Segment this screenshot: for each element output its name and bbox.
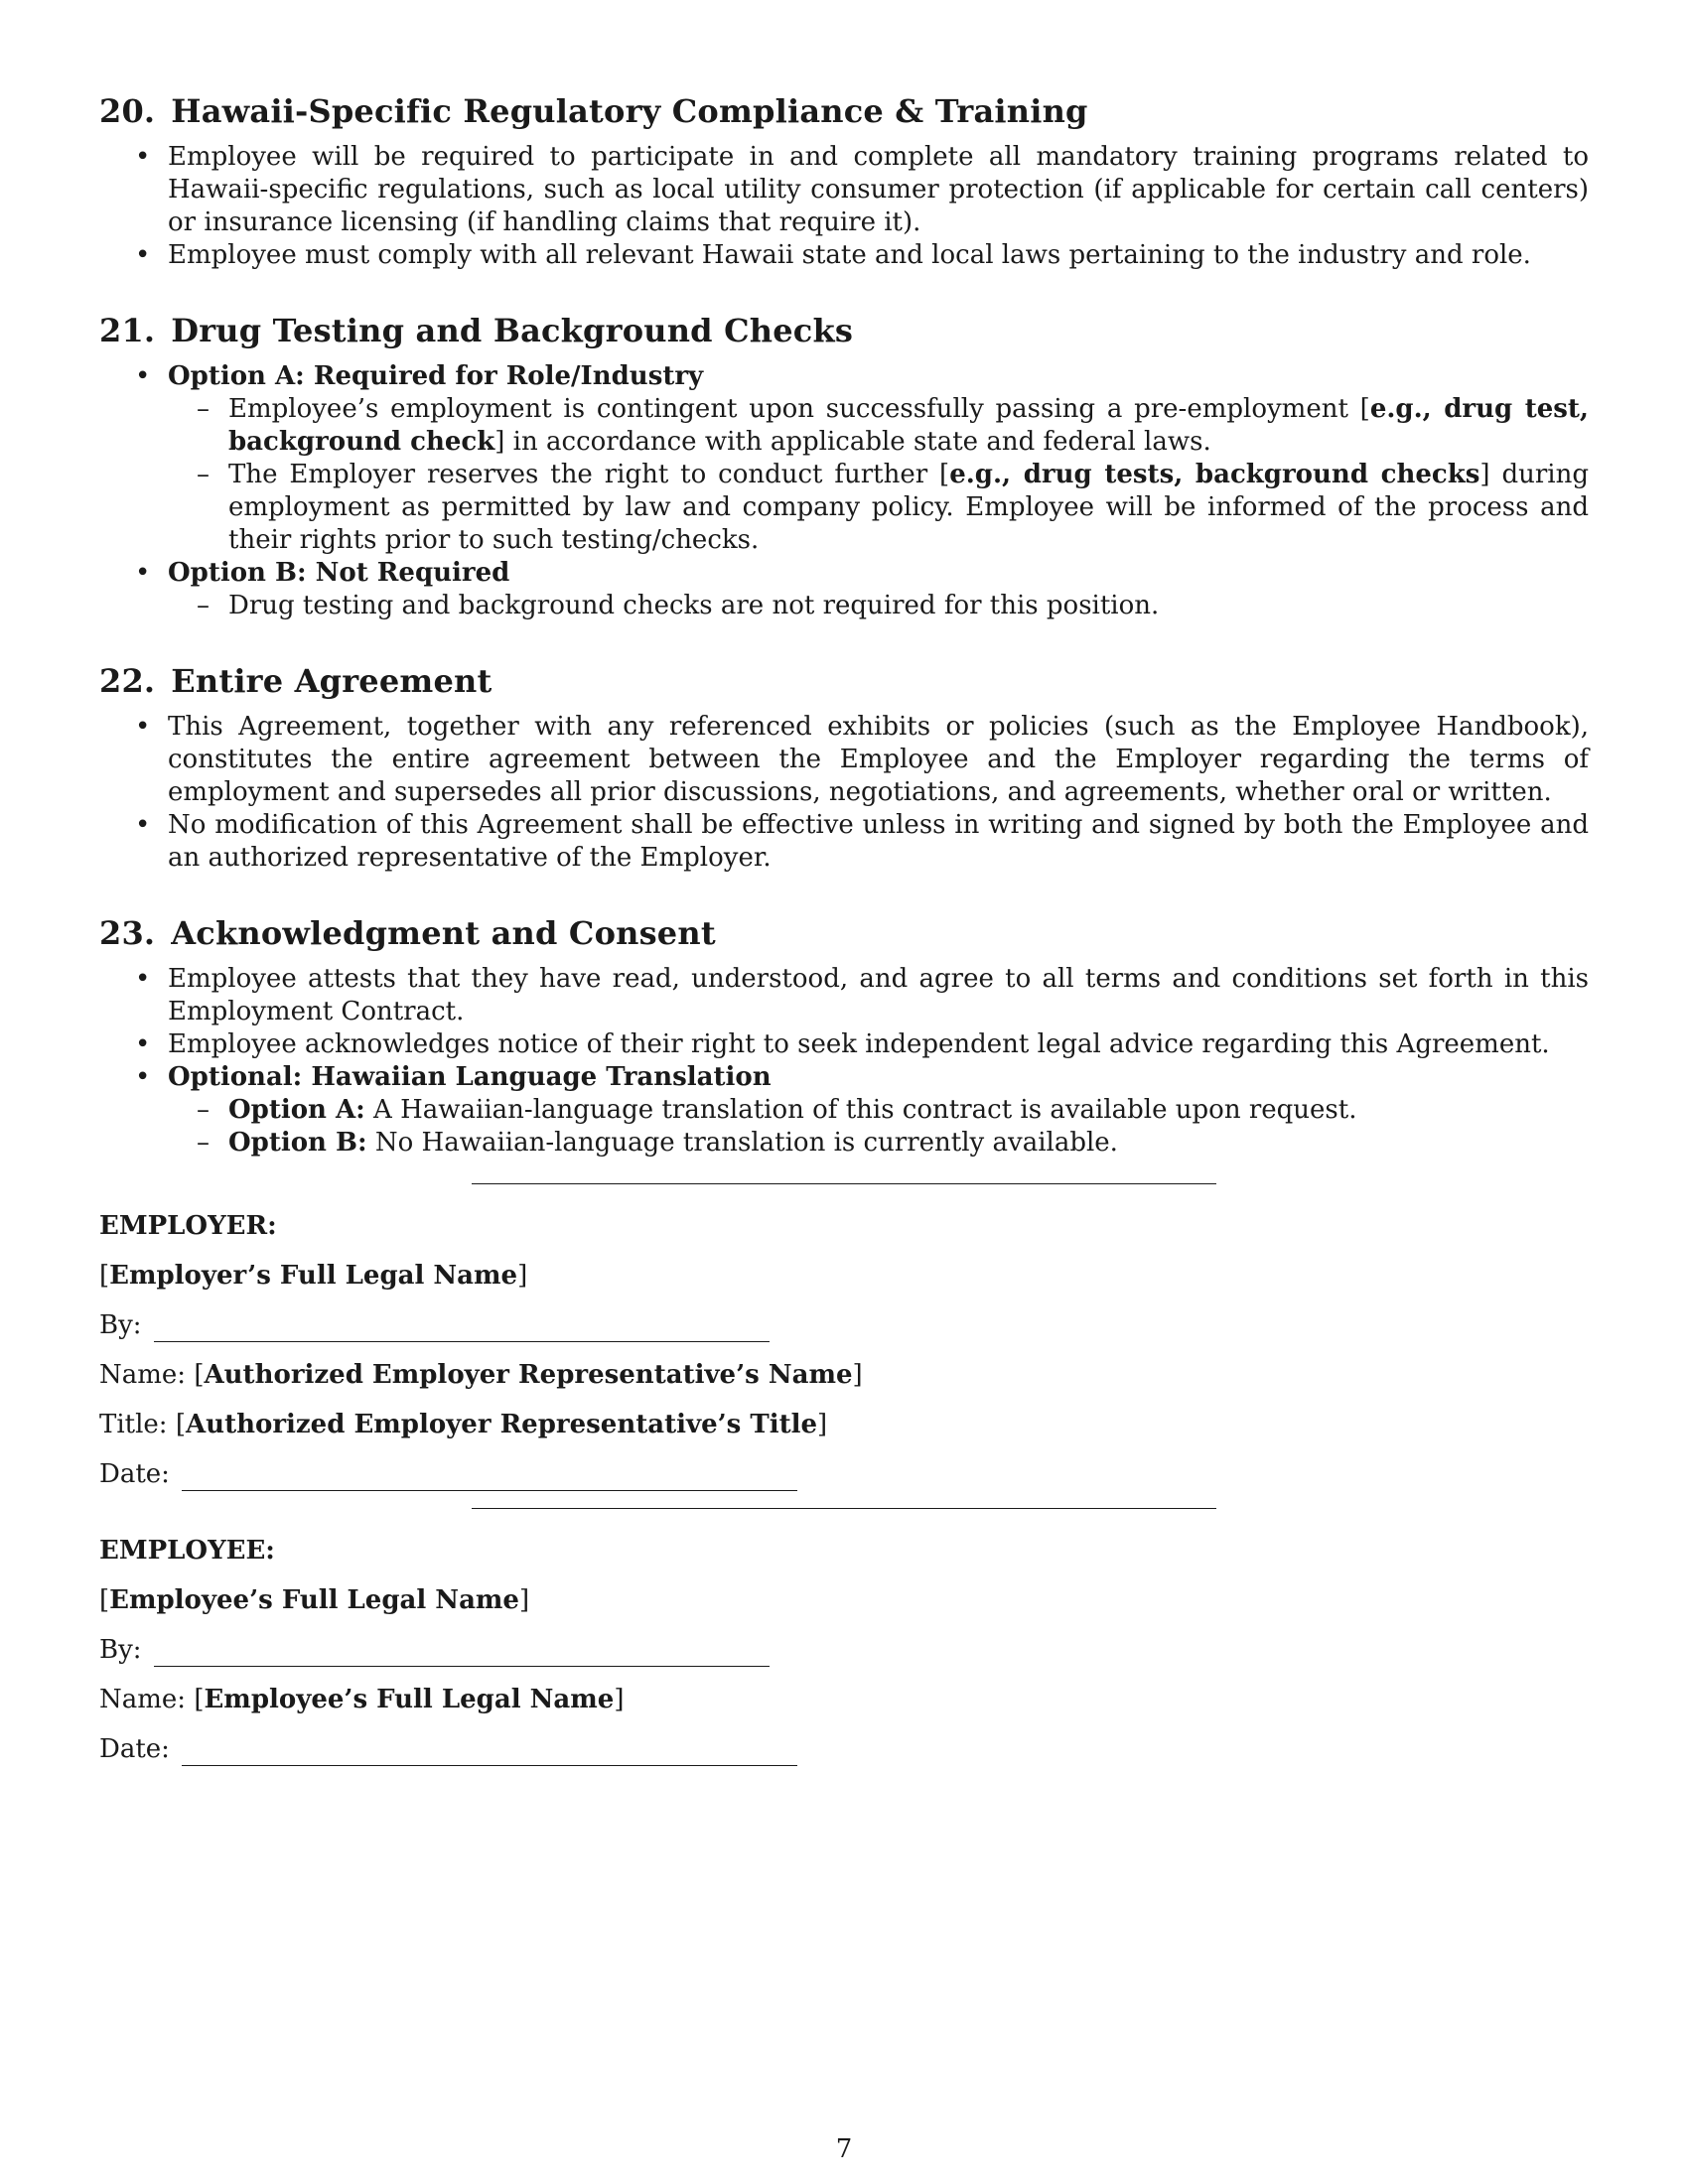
list-item: • No modification of this Agreement shall be effective unless in writing and signed by both the Employee and an authorized representative of the Employer. [99, 809, 1589, 875]
list-item: • This Agreement, together with any referenced exhibits or policies (such as the Employee Handbook), constitutes the entire agreement between the Employee and the Employer regarding the terms of employment and supersedes all prior discussions, negotiations, and agreements, whether oral or written. [99, 711, 1589, 809]
sub-list-item: – Drug testing and background checks are not required for this position. [168, 590, 1589, 622]
bullet-list [99, 141, 1589, 272]
employee-party-name: Employee’s Full Legal Name [109, 1585, 519, 1615]
list-item: • Employee will be required to participate in and complete all mandatory training programs related to Hawaii-specific regulations, such as local utility consumer protection (if applicable for certain call centers) or insurance licensing (if handling claims that require it). [99, 141, 1589, 239]
sub-list-item: – Option A: A Hawaiian-language translation of this contract is available upon request. [168, 1094, 1589, 1127]
bullet-list [99, 360, 1589, 622]
divider-line [472, 1183, 1216, 1184]
list-item: • Employee attests that they have read, understood, and agree to all terms and conditions set forth in this Employment Contract. [99, 963, 1589, 1028]
list-item [99, 1061, 1589, 1160]
employer-signature-line[interactable] [154, 1317, 770, 1342]
section-heading: 23. Acknowledgment and Consent [99, 914, 716, 952]
sub-list-item: – The Employer reserves the right to conduct further [e.g., drug tests, background checks] during employment as permitted by law and company policy. Employee will be informed of the process and their rights prior to such testing/checks. [168, 459, 1589, 557]
list-item [99, 557, 1589, 622]
employee-signature-block: EMPLOYEE: [Employee’s Full Legal Name] By: Name: [Employee’s Full Legal Name] Date: [99, 1535, 1589, 1766]
employee-name: Employee’s Full Legal Name [204, 1685, 615, 1714]
document-page [99, 91, 1589, 1783]
bullet-list [99, 711, 1589, 875]
page-number: 7 [835, 2134, 853, 2164]
employer-party-name: Employer’s Full Legal Name [109, 1261, 518, 1291]
employer-rep-name: Authorized Employer Representative’s Name [204, 1360, 853, 1390]
sub-list-item: – Employee’s employment is contingent upon successfully passing a pre-employment [e.g., drug test, background check] in accordance with applicable state and federal laws. [168, 393, 1589, 459]
option-label: Option B: Not Required [168, 558, 510, 588]
list-item: • Employee acknowledges notice of their right to seek independent legal advice regarding this Agreement. [99, 1028, 1589, 1061]
employer-rep-title: Authorized Employer Representative’s Title [186, 1410, 818, 1439]
employer-signature-block: EMPLOYER: [Employer’s Full Legal Name] By: Name: [Authorized Employer Representative’s Name] Title: [Authorized Employer Representative’s Title] Date: [99, 1211, 863, 1489]
list-item: • Employee must comply with all relevant Hawaii state and local laws pertaining to the industry and role. [99, 239, 1589, 272]
employer-date-line[interactable] [182, 1466, 797, 1491]
sub-list-item: – Option B: No Hawaiian-language translation is currently available. [168, 1127, 1589, 1160]
sub-list [168, 1094, 1589, 1160]
sub-list [168, 393, 1589, 557]
option-label: Optional: Hawaiian Language Translation [168, 1062, 772, 1092]
section-21 [99, 311, 1589, 622]
section-heading: 21. Drug Testing and Background Checks [99, 312, 854, 349]
section-22 [99, 661, 1589, 875]
option-label: Option A: Required for Role/Industry [168, 361, 704, 391]
sub-list [168, 590, 1589, 622]
bullet-list [99, 963, 1589, 1160]
employee-date-line[interactable] [182, 1741, 797, 1766]
section-heading: 22. Entire Agreement [99, 662, 492, 700]
section-23 [99, 913, 1589, 1160]
employee-signature-line[interactable] [154, 1642, 770, 1667]
section-20 [99, 91, 1589, 272]
section-heading: 20. Hawaii-Specific Regulatory Compliance & Training [99, 92, 1088, 130]
employee-heading: EMPLOYEE: [99, 1536, 275, 1566]
list-item [99, 360, 1589, 557]
divider-line [472, 1508, 1216, 1509]
employer-heading: EMPLOYER: [99, 1211, 277, 1241]
